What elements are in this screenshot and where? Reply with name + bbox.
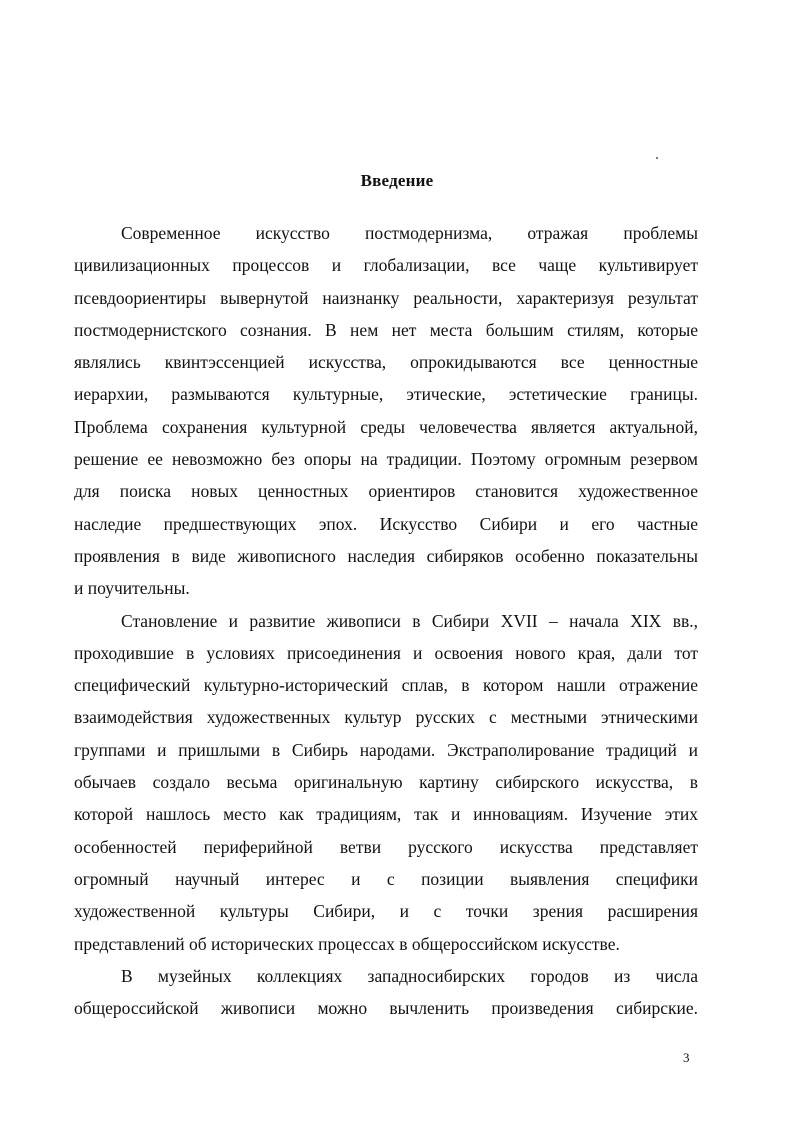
paragraph-2 (74, 605, 698, 960)
text-line: псевдоориентиры вывернутой наизнанку реальности, характеризуя результат (74, 287, 698, 308)
text-line: Современное искусство постмодернизма, отражая проблемы (121, 223, 698, 243)
text-line: художественной культуры Сибири, и с точки зрения расширения (74, 901, 698, 922)
body-text (74, 217, 698, 1024)
paragraph-3 (74, 960, 698, 1025)
text-line: представлений об исторических процессах в общероссийском искусстве. (74, 933, 620, 954)
text-line: специфический культурно-исторический сплав, в котором нашли отражение (74, 675, 698, 696)
text-line: являлись квинтэссенцией искусства, опрокидываются все ценностные (74, 352, 698, 373)
text-line: Становление и развитие живописи в Сибири XVII – начала XIX вв., (121, 610, 698, 631)
text-line: которой нашлось место как традициям, так и инновациям. Изучение этих (74, 804, 698, 825)
text-line: проявления в виде живописного наследия сибиряков особенно показательны (74, 545, 698, 566)
text-line: общероссийской живописи можно вычленить произведения сибирские. (74, 998, 698, 1019)
text-line: группами и пришлыми в Сибирь народами. Экстраполирование традиций и (74, 739, 698, 760)
text-line: для поиска новых ценностных ориентиров становится художественное (74, 481, 698, 502)
page-title: Введение (360, 171, 434, 190)
text-line: особенностей периферийной ветви русского искусства представляет (74, 836, 698, 857)
text-line: постмодернистского сознания. В нем нет места большим стилям, которые (74, 319, 698, 340)
text-line: решение ее невозможно без опоры на традиции. Поэтому огромным резервом (74, 449, 698, 470)
text-line: В музейных коллекциях западносибирских городов из числа (121, 965, 698, 986)
page-number: 3 (683, 1050, 690, 1065)
text-line: иерархии, размываются культурные, этические, эстетические границы. (74, 384, 698, 405)
text-line: проходившие в условиях присоединения и освоения нового края, дали тот (74, 642, 698, 663)
text-line: взаимодействия художественных культур русских с местными этническими (74, 707, 698, 728)
text-line: цивилизационных процессов и глобализации, все чаще культивирует (74, 255, 698, 276)
text-line: и поучительны. (74, 578, 190, 599)
text-line: огромный научный интерес и с позиции выявления специфики (74, 868, 698, 889)
text-line: обычаев создало весьма оригинальную картину сибирского искусства, в (74, 772, 698, 793)
text-line: Проблема сохранения культурной среды человечества является актуальной, (74, 416, 698, 437)
scan-speck (656, 157, 658, 159)
paragraph-1 (74, 217, 698, 605)
text-line: наследие предшествующих эпох. Искусство Сибири и его частные (74, 513, 698, 534)
